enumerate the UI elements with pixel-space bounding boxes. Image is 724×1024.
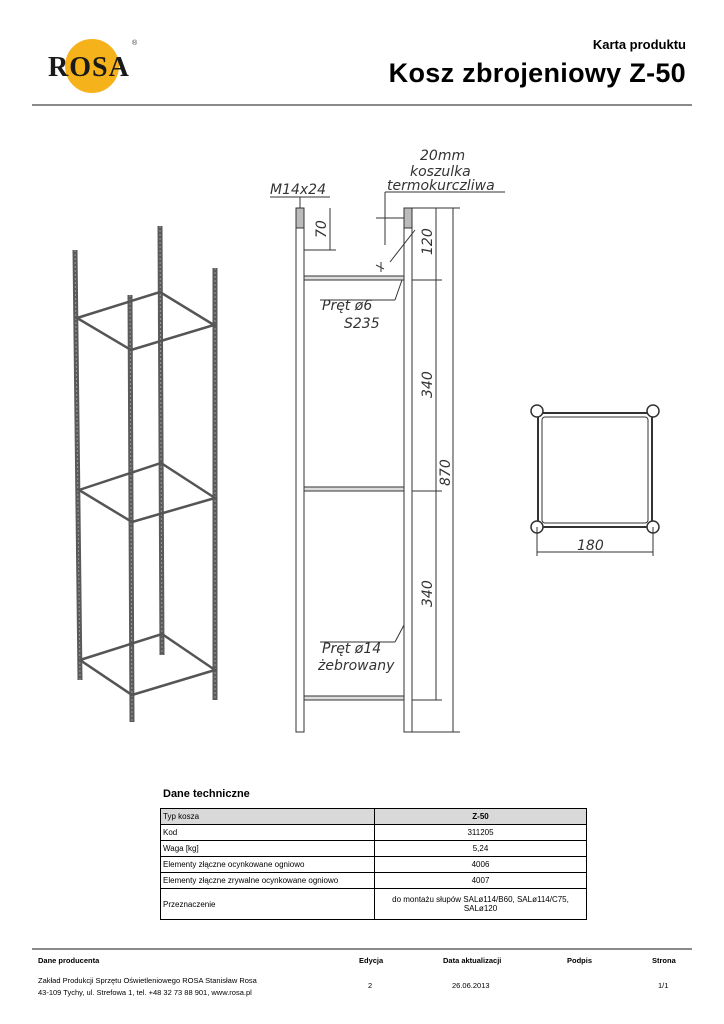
document-type: Karta produktu (592, 37, 686, 52)
table-cell-key: Kod (161, 825, 375, 841)
rod14-label-line2: żebrowany (318, 658, 395, 674)
tech-data-table (160, 808, 587, 920)
logo-text: ROSA (48, 52, 130, 83)
table-row (161, 889, 587, 920)
footer-producer-line1: Zakład Produkcji Sprzętu Oświetleniowego ROSA Stanisław Rosa (38, 976, 257, 985)
cage-3d-view (75, 226, 215, 722)
table-cell-key: Typ kosza (161, 809, 375, 825)
table-cell-value: Z-50 (375, 809, 587, 825)
sleeve-label-line1: 20mm (420, 148, 466, 164)
footer-header-edition: Edycja (359, 956, 384, 965)
table-cell-key: Elementy złączne ocynkowane ogniowo (161, 857, 375, 873)
table-cell-value: do montażu słupów SALø114/B60, SALø114/C75, SALø120 (375, 889, 587, 920)
dim-340-bottom: 340 (420, 580, 436, 607)
table-row (161, 841, 587, 857)
table-row (161, 857, 587, 873)
footer-producer-line2: 43-109 Tychy, ul. Strefowa 1, tel. +48 32 73 88 901, www.rosa.pl (38, 988, 252, 997)
cage-side-view (270, 192, 505, 732)
table-cell-key: Przeznaczenie (161, 889, 375, 920)
table-cell-value: 311205 (375, 825, 587, 841)
footer-header-updated: Data aktualizacji (443, 956, 502, 965)
table-cell-value: 4006 (375, 857, 587, 873)
dim-180: 180 (577, 538, 604, 554)
table-row (161, 825, 587, 841)
footer-page-value: 1/1 (658, 981, 669, 990)
technical-drawing (0, 120, 724, 780)
footer-divider (32, 948, 692, 950)
sleeve-label-line2: koszulka (410, 164, 471, 180)
sleeve-label-line3: termokurczliwa (387, 178, 495, 194)
rod6-label-line1: Pręt ø6 (322, 298, 373, 314)
footer-updated-value: 26.06.2013 (452, 981, 490, 990)
header-divider (32, 104, 692, 106)
table-cell-value: 5,24 (375, 841, 587, 857)
logo-registered-mark: ® (132, 40, 138, 47)
footer-header-page: Strona (652, 956, 676, 965)
table-cell-key: Elementy złączne zrywalne ocynkowane ogniowo (161, 873, 375, 889)
dim-70: 70 (314, 220, 330, 238)
footer-edition-value: 2 (368, 981, 373, 990)
rod14-label-line1: Pręt ø14 (322, 641, 382, 657)
dim-870: 870 (438, 459, 454, 486)
thread-label: M14x24 (270, 182, 326, 198)
rod6-label-line2: S235 (344, 316, 380, 332)
tech-data-title: Dane techniczne (163, 788, 250, 800)
rosa-logo (40, 38, 150, 98)
dim-120: 120 (420, 228, 436, 255)
table-row (161, 809, 587, 825)
table-cell-key: Waga [kg] (161, 841, 375, 857)
footer-header-signature: Podpis (567, 956, 593, 965)
footer-header-producer: Dane producenta (38, 956, 100, 965)
table-row (161, 873, 587, 889)
dim-340-top: 340 (420, 371, 436, 398)
page-title: Kosz zbrojeniowy Z-50 (388, 58, 686, 88)
table-cell-value: 4007 (375, 873, 587, 889)
cage-plan-view (531, 405, 659, 556)
